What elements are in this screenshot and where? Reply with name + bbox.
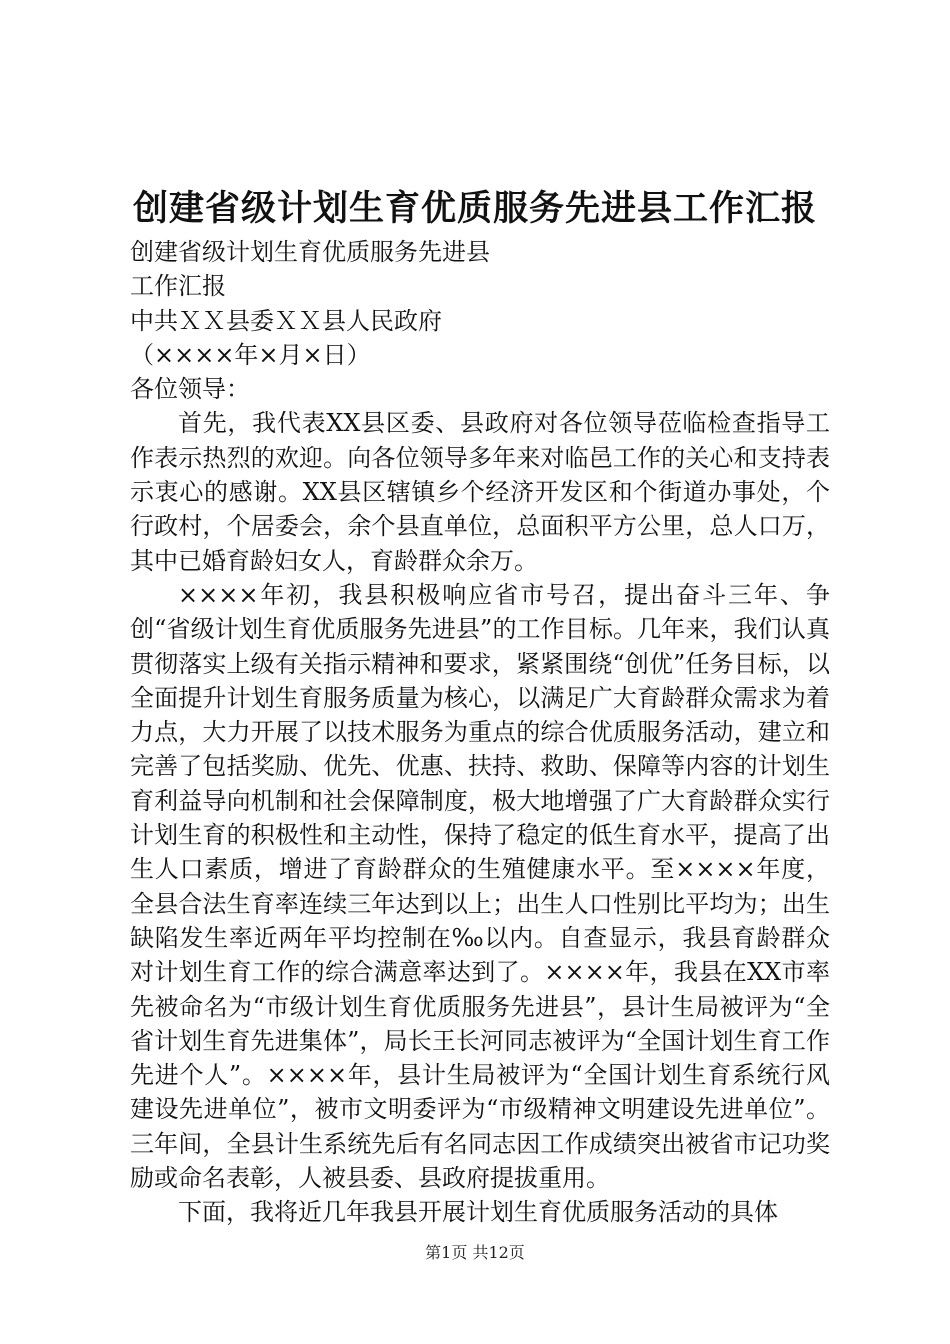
- header-line-salutation: 各位领导：: [130, 375, 250, 404]
- paragraph-introduction: 首先，我代表XX县区委、县政府对各位领导莅临检查指导工作表示热烈的欢迎。向各位领导多年来对临邑工作的关心和支持表示衷心的感谢。XX县区辖镇乡个经济开发区和个街道办事处，个行政村，个居委会，余个县直单位，总面积平方公里，总人口万，其中已婚育龄妇女人，育龄群众余万。: [130, 409, 830, 575]
- header-line-subject: 创建省级计划生育优质服务先进县: [130, 238, 490, 266]
- header-line-date: （××××年×月×日）: [130, 340, 371, 369]
- header-line-issuer: 中共ＸＸ县委ＸＸ县人民政府: [130, 306, 442, 335]
- paragraph-achievements: ××××年初，我县积极响应省市号召，提出奋斗三年、争创“省级计划生育优质服务先进县”的工作目标。几年来，我们认真贯彻落实上级有关指示精神和要求，紧紧围绕“创优”任务目标，以全面提升计划生育服务质量为核心，以满足广大育龄群众需求为着力点，大力开展了以技术服务为重点的综合优质服务活动，建立和完善了包括奖励、优先、优惠、扶持、救助、保障等内容的计划生育利益导向机制和社会保障制度，极大地增强了广大育龄群众实行计划生育的积极性和主动性，保持了稳定的低生育水平，提高了出生人口素质，增进了育龄群众的生殖健康水平。至××××年度，全县合法生育率连续三年达到以上；出生人口性别比平均为；出生缺陷发生率近两年平均控制在‰以内。自查显示，我县育龄群众对计划生育工作的综合满意率达到了。××××年，我县在XX市率先被命名为“市级计划生育优质服务先进县”，县计生局被评为“全省计划生育先进集体”，局长王长河同志被评为“全国计划生育工作先进个人”。××××年，县计生局被评为“全国计划生育系统行风建设先进单位”，被市文明委评为“市级精神文明建设先进单位”。三年间，全县计生系统先后有名同志因工作成绩突出被省市记功奖励或命名表彰，人被县委、县政府提拔重用。: [130, 580, 830, 1193]
- document-title: 创建省级计划生育优质服务先进县工作汇报: [132, 188, 817, 229]
- header-line-report: 工作汇报: [130, 272, 226, 301]
- document-body: [130, 235, 830, 1230]
- paragraph-transition: 下面，我将近几年我县开展计划生育优质服务活动的具体: [178, 1198, 778, 1227]
- page-number: 第1页 共12页: [425, 1243, 525, 1262]
